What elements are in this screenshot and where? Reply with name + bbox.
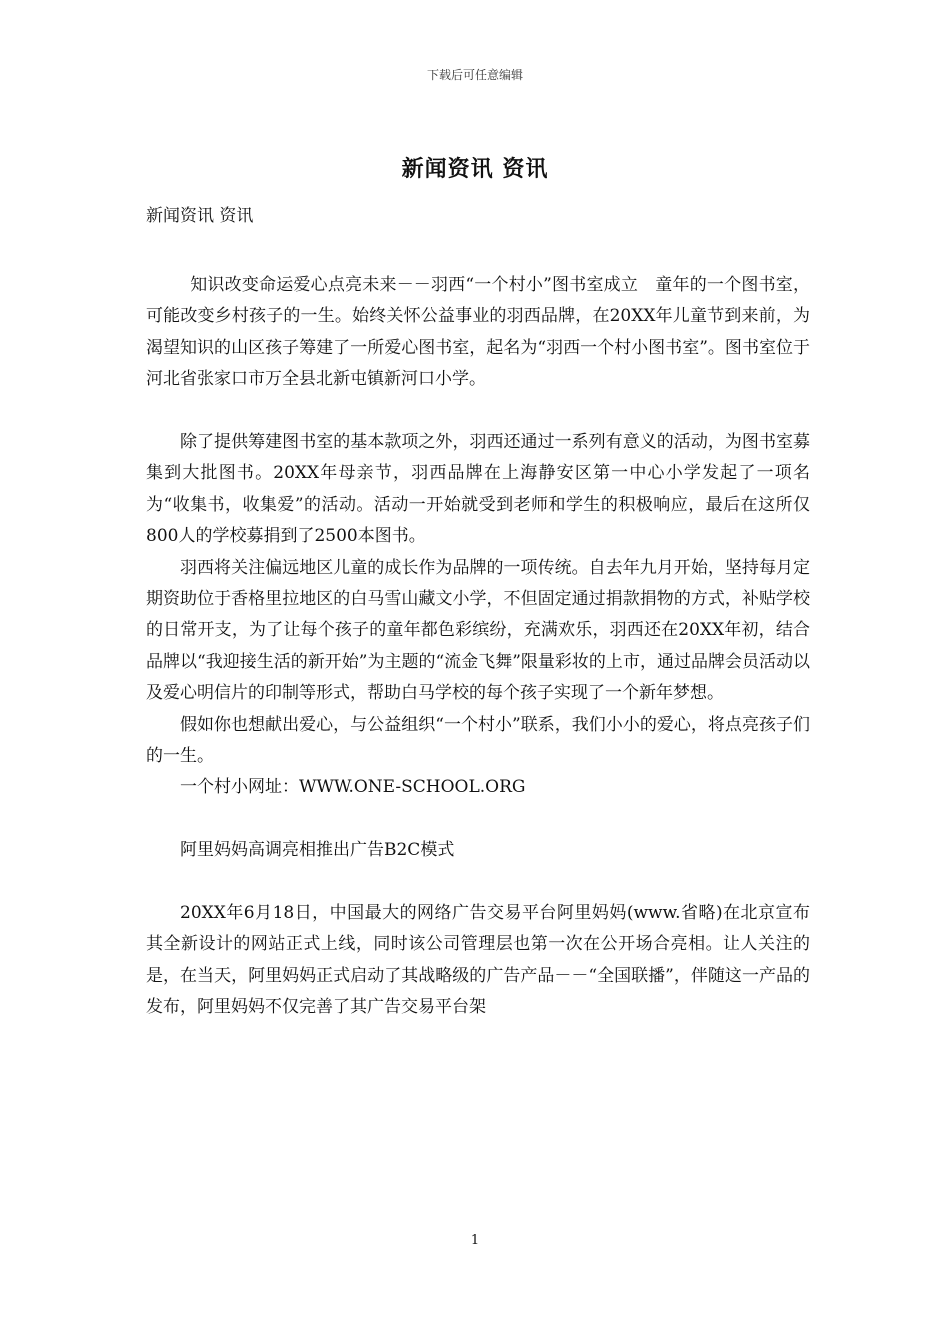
header-note: 下载后可任意编辑: [426, 68, 523, 82]
page-title: 新闻资讯 资讯: [401, 156, 549, 182]
paragraph-website: 一个村小网址：WWW.ONE-SCHOOL.ORG: [180, 777, 526, 798]
paragraph-gap: [146, 396, 810, 427]
paragraph-fundraising: 除了提供筹建图书室的基本款项之外，羽西还通过一系列有意义的活动，为图书室募集到大批图书。20XX年母亲节，羽西品牌在上海静安区第一中心小学发起了一项名为“收集书，收集爱”的活动。活动一开始就受到老师和学生的积极响应，最后在这所仅800人的学校募捐到了2500本图书。: [146, 432, 810, 547]
subtitle: 新闻资讯 资讯: [146, 206, 254, 226]
paragraph-gap: [146, 867, 810, 898]
section-heading-alimama: 阿里妈妈高调亮相推出广告B2C模式: [180, 840, 455, 861]
article-body: [146, 270, 810, 1024]
paragraph-tradition: 羽西将关注偏远地区儿童的成长作为品牌的一项传统。自去年九月开始，坚持每月定期资助位于香格里拉地区的白马雪山藏文小学，不但固定通过捐款捐物的方式，补贴学校的日常开支，为了让每个孩子的童年都色彩缤纷，充满欢乐，羽西还在20XX年初，结合品牌以“我迎接生活的新开始”为主题的“流金飞舞”限量彩妆的上市，通过品牌会员活动以及爱心明信片的印制等形式，帮助白马学校的每个孩子实现了一个新年梦想。: [146, 557, 810, 704]
paragraph-call-to-action: 假如你也想献出爱心，与公益组织“一个村小”联系，我们小小的爱心，将点亮孩子们的一生。: [146, 714, 810, 767]
paragraph-alimama: 20XX年6月18日，中国最大的网络广告交易平台阿里妈妈(www.省略)在北京宣布其全新设计的网站正式上线，同时该公司管理层也第一次在公开场合亮相。让人关注的是，在当天，阿里妈妈正式启动了其战略级的广告产品－－“全国联播”，伴随这一产品的发布，阿里妈妈不仅完善了其广告交易平台架: [146, 903, 810, 1018]
page-number: 1: [470, 1233, 480, 1248]
paragraph-intro: 知识改变命运爱心点亮未来－－羽西“一个村小”图书室成立 童年的一个图书室，可能改变乡村孩子的一生。始终关怀公益事业的羽西品牌，在20XX年儿童节到来前，为渴望知识的山区孩子筹建了一所爱心图书室，起名为“羽西一个村小图书室”。图书室位于河北省张家口市万全县北新屯镇新河口小学。: [146, 275, 810, 390]
paragraph-gap: [146, 804, 810, 835]
